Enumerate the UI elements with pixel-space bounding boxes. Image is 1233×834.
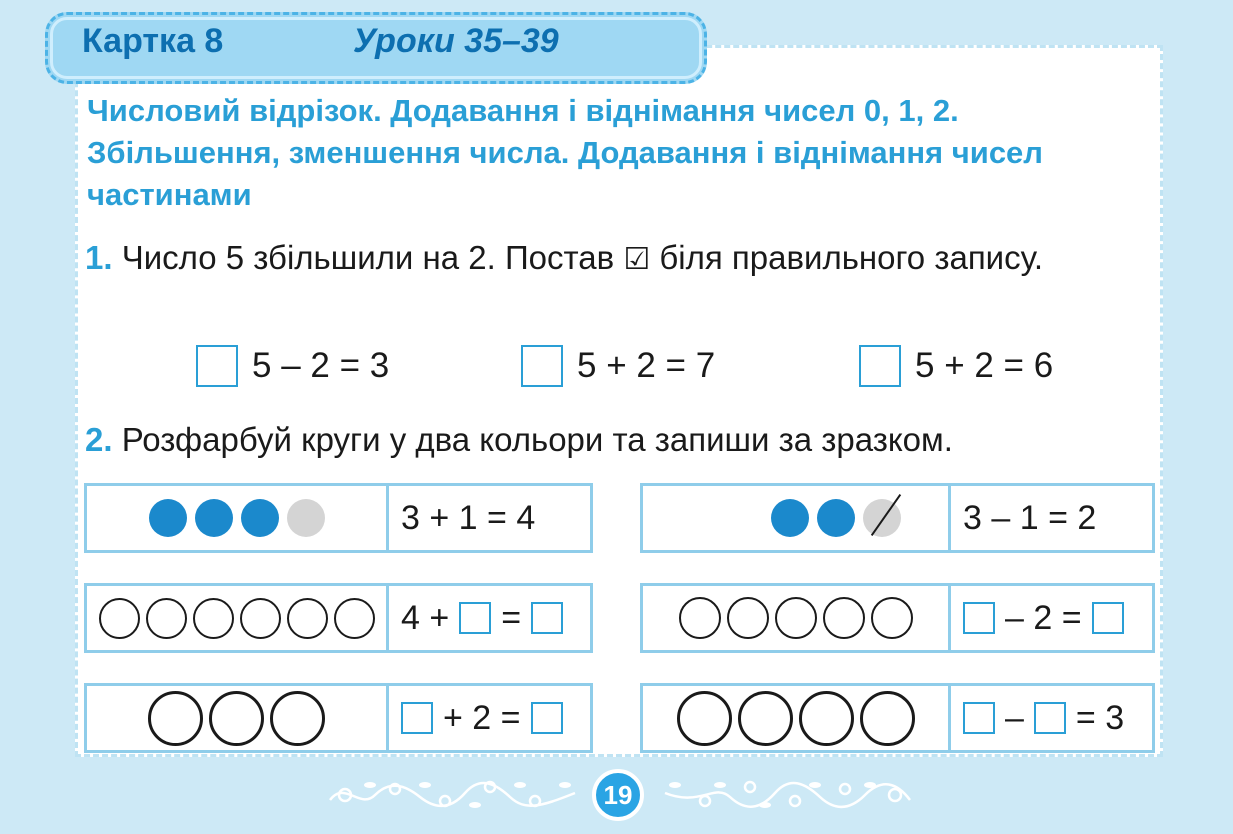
empty-circle[interactable]: [270, 691, 325, 746]
answer-box[interactable]: [963, 602, 995, 634]
option-2-checkbox[interactable]: [521, 345, 563, 387]
circles-cell: [643, 486, 951, 550]
expression-cell: [389, 486, 535, 550]
answer-box[interactable]: [531, 702, 563, 734]
empty-circle[interactable]: [287, 598, 328, 639]
empty-circle[interactable]: [799, 691, 854, 746]
answer-box[interactable]: [1092, 602, 1124, 634]
circles-cell: [643, 686, 951, 750]
task-1-text-after: біля правильного запису.: [659, 239, 1043, 276]
exercise-row: [84, 683, 593, 753]
empty-circle[interactable]: [99, 598, 140, 639]
cross-out-line: [870, 494, 900, 536]
expression-part: 4 +: [401, 598, 450, 637]
option-2-label: 5 + 2 = 7: [577, 346, 716, 385]
option-1-label: 5 – 2 = 3: [252, 346, 390, 385]
blue-circle: [241, 499, 279, 537]
empty-circle[interactable]: [240, 598, 281, 639]
left-ornament-icon: [325, 772, 580, 818]
option-3-checkbox[interactable]: [859, 345, 901, 387]
empty-circle[interactable]: [871, 597, 913, 639]
task-1-number: 1.: [85, 239, 113, 276]
empty-circle[interactable]: [209, 691, 264, 746]
expression-cell: [951, 586, 1124, 650]
blue-circle: [195, 499, 233, 537]
sample-row-left: [84, 483, 593, 553]
expression-part: = 3: [1075, 698, 1125, 737]
page-number-badge: 19: [592, 769, 644, 821]
empty-circle[interactable]: [679, 597, 721, 639]
empty-circle[interactable]: [775, 597, 817, 639]
lessons-subtitle: Уроки 35–39: [353, 22, 559, 60]
circles-cell: [643, 586, 951, 650]
circles-cell: [87, 686, 389, 750]
option-3[interactable]: [859, 344, 1053, 388]
answer-box[interactable]: [1034, 702, 1066, 734]
expression-part: –: [1005, 698, 1024, 737]
empty-circle[interactable]: [334, 598, 375, 639]
answer-box[interactable]: [531, 602, 563, 634]
empty-circle[interactable]: [727, 597, 769, 639]
task-1-instruction: [85, 236, 1155, 281]
expression-part: + 2 =: [443, 698, 521, 737]
circles-cell: [87, 486, 389, 550]
expression-part: =: [501, 598, 522, 637]
answer-box[interactable]: [401, 702, 433, 734]
task-2-number: 2.: [85, 421, 113, 458]
sample-expression: 3 + 1 = 4: [401, 498, 536, 537]
vine-ornament-icon: [660, 775, 915, 815]
exercise-row: [84, 583, 593, 653]
sample-expression: 3 – 1 = 2: [963, 498, 1097, 537]
circles-cell: [87, 586, 389, 650]
answer-box[interactable]: [963, 702, 995, 734]
exercise-row: [640, 583, 1155, 653]
blue-circle: [771, 499, 809, 537]
empty-circle[interactable]: [146, 598, 187, 639]
empty-circle[interactable]: [738, 691, 793, 746]
answer-box[interactable]: [459, 602, 491, 634]
empty-circle[interactable]: [148, 691, 203, 746]
blue-circle: [149, 499, 187, 537]
expression-part: – 2 =: [1005, 598, 1082, 637]
crossed-out-circle: [863, 499, 901, 537]
checkbox-checked-icon: ☑: [623, 243, 651, 276]
card-title: Картка 8: [82, 22, 224, 60]
option-3-label: 5 + 2 = 6: [915, 346, 1054, 385]
expression-cell: [951, 486, 1096, 550]
option-1-checkbox[interactable]: [196, 345, 238, 387]
expression-cell: [389, 586, 563, 650]
blue-circle: [817, 499, 855, 537]
option-2[interactable]: [521, 344, 715, 388]
vine-ornament-icon: [325, 775, 580, 815]
task-2-instruction: [85, 418, 1155, 461]
grey-circle: [287, 499, 325, 537]
sample-row-right: [640, 483, 1155, 553]
right-ornament-icon: [660, 772, 915, 818]
exercise-row: [640, 683, 1155, 753]
task-2-text: Розфарбуй круги у два кольори та запиши за зразком.: [121, 421, 953, 458]
topic-heading: Числовий відрізок. Додавання і віднімання чисел 0, 1, 2. Збільшення, зменшення числа. Додавання і віднімання чисел частинами: [87, 93, 1043, 212]
empty-circle[interactable]: [860, 691, 915, 746]
empty-circle[interactable]: [677, 691, 732, 746]
option-1[interactable]: [196, 344, 389, 388]
empty-circle[interactable]: [823, 597, 865, 639]
expression-cell: [389, 686, 563, 750]
expression-cell: [951, 686, 1124, 750]
empty-circle[interactable]: [193, 598, 234, 639]
task-1-text-before: Число 5 збільшили на 2. Постав: [121, 239, 615, 276]
